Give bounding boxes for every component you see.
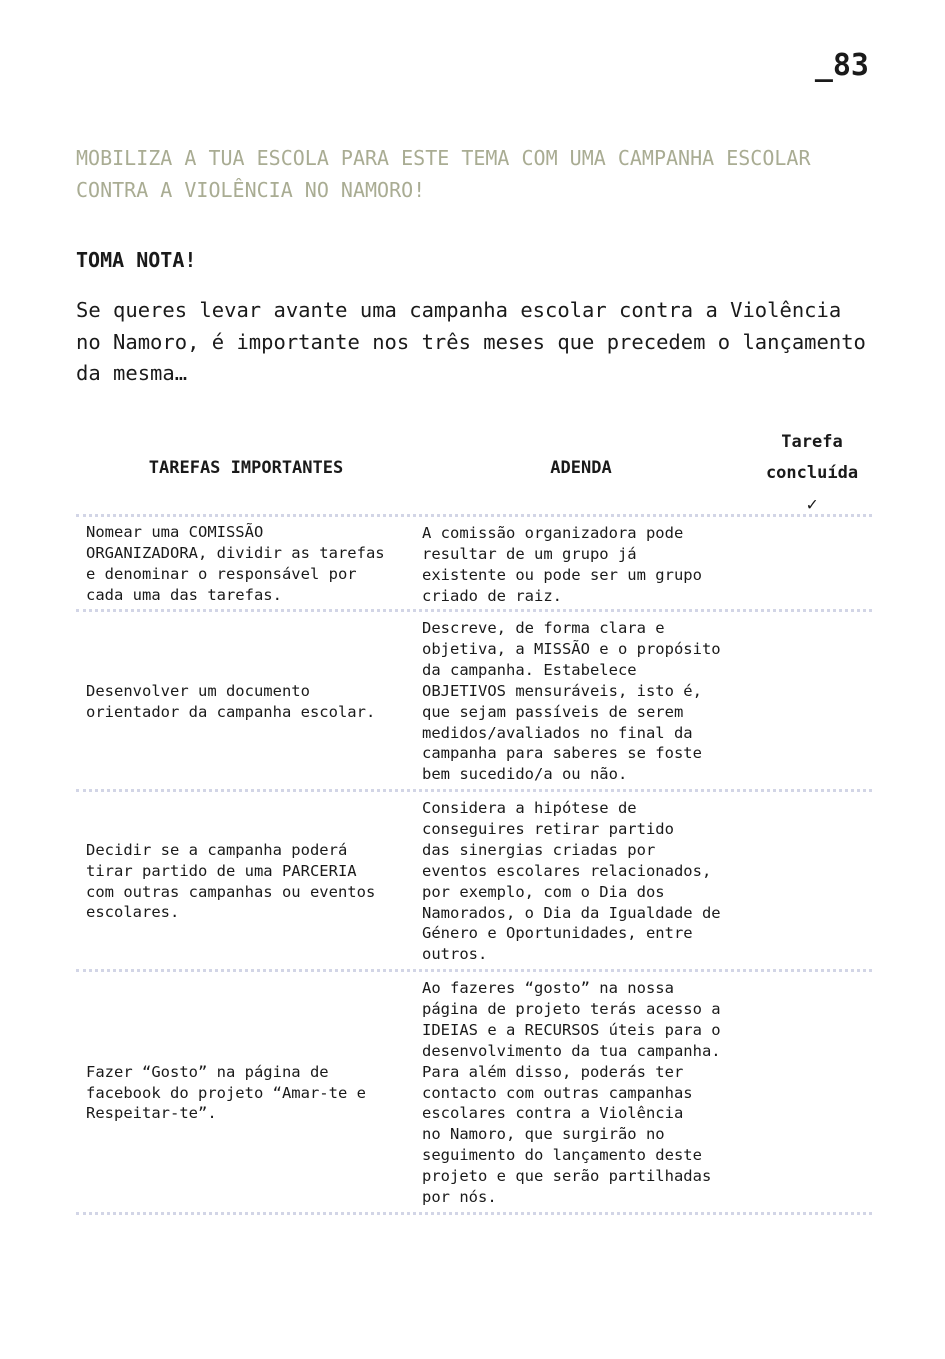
table-row xyxy=(76,969,872,1215)
agenda-cell: Considera a hipótese de conseguires retirar partido das sinergias criadas por eventos escolares relacionados, por exemplo, com o Dia dos Namorados, o Dia da Igualdade de Género e Oportunidades, entre outros. xyxy=(422,799,721,964)
task-cell: Desenvolver um documento orientador da campanha escolar. xyxy=(86,681,376,721)
table-row xyxy=(76,609,872,789)
page-number: _83 xyxy=(814,48,869,83)
agenda-cell: Ao fazeres “gosto” na nossa página de projeto terás acesso a IDEIAS e a RECURSOS úteis para o desenvolvimento da tua campanha. Para além disso, poderás ter contacto com outras campanhas escolares contra a Violência no Namoro, que surgirão no seguimento do lançamento deste projeto e que serão partilhadas por nós. xyxy=(422,979,721,1207)
agenda-cell: Descreve, de forma clara e objetiva, a MISSÃO e o propósito da campanha. Estabelece OBJETIVOS mensuráveis, isto é, que sejam passíveis de serem medidos/avaliados no final da campanha para saberes se foste bem sucedido/a ou não. xyxy=(422,619,721,784)
intro-paragraph: Se queres levar avante uma campanha escolar contra a Violência no Namoro, é importante nos três meses que precedem o lançamento da mesma… xyxy=(76,298,866,385)
table-row xyxy=(76,514,872,609)
checkmark-icon: ✓ xyxy=(806,494,818,515)
done-cell xyxy=(744,517,872,609)
task-cell: Nomear uma COMISSÃO ORGANIZADORA, dividir as tarefas e denominar o responsável por cada uma das tarefas. xyxy=(86,523,385,604)
table-header xyxy=(76,422,872,514)
done-cell xyxy=(744,792,872,969)
header-done xyxy=(752,427,872,520)
task-cell: Fazer “Gosto” na página de facebook do projeto “Amar-te e Respeitar-te”. xyxy=(86,1062,366,1123)
table-row xyxy=(76,789,872,969)
done-cell xyxy=(744,972,872,1212)
note-title: TOMA NOTA! xyxy=(76,248,197,272)
task-cell: Decidir se a campanha poderá tirar partido de uma PARCERIA com outras campanhas ou eventos escolares. xyxy=(86,840,376,922)
agenda-cell: A comissão organizadora pode resultar de um grupo já existente ou pode ser um grupo criado de raiz. xyxy=(422,524,702,605)
section-headline: MOBILIZA A TUA ESCOLA PARA ESTE TEMA COM UMA CAMPANHA ESCOLAR CONTRA A VIOLÊNCIA NO NAMORO! xyxy=(76,146,811,202)
header-agenda: ADENDA xyxy=(550,458,612,478)
header-tasks: TAREFAS IMPORTANTES xyxy=(148,458,344,478)
done-cell xyxy=(744,612,872,789)
header-done-label: Tarefa concluída xyxy=(765,432,859,483)
task-table xyxy=(76,422,872,1215)
